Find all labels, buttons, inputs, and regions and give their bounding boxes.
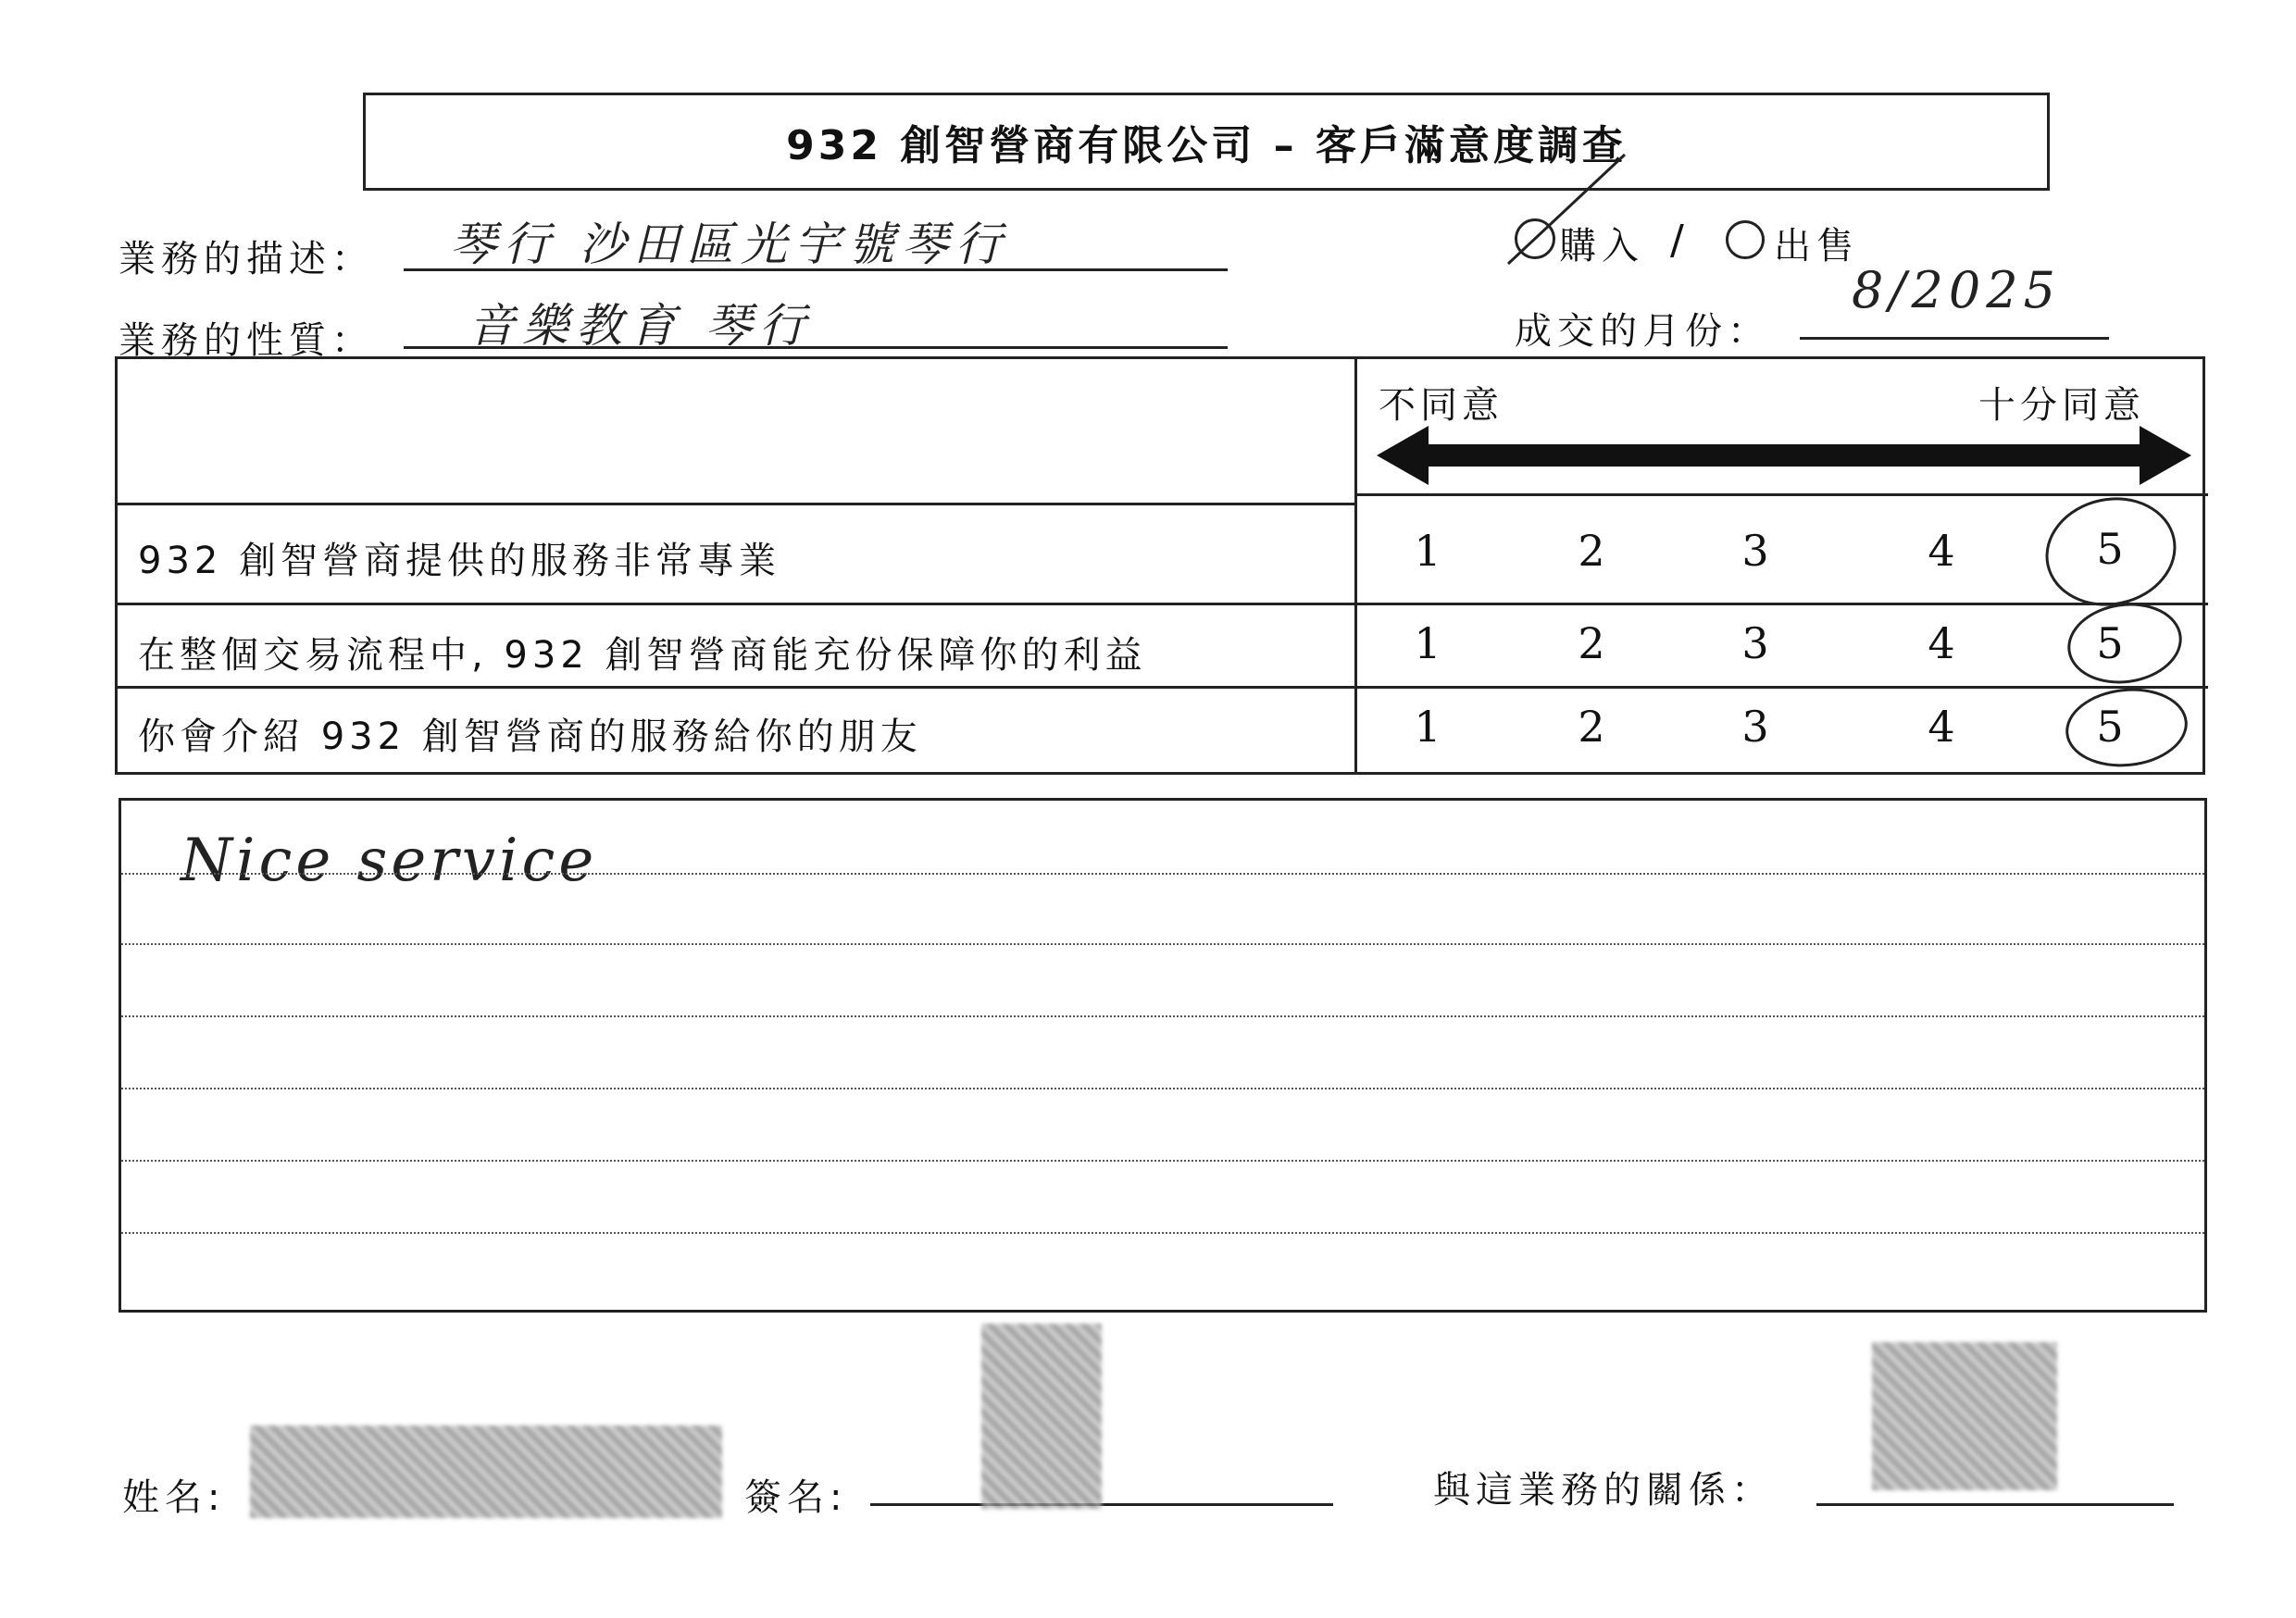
rating-3-option-4[interactable]: 4: [1928, 702, 1955, 752]
rating-3-option-2[interactable]: 2: [1578, 702, 1605, 752]
name-field[interactable]: [250, 1416, 722, 1518]
rating-1-option-1[interactable]: 1: [1414, 526, 1441, 576]
rating-1-selected-circle: [2035, 486, 2186, 618]
relationship-field[interactable]: [1816, 1453, 2174, 1506]
rating-table: [115, 356, 2205, 775]
rating-2-option-3[interactable]: 3: [1741, 618, 1769, 668]
question-1: 932 創智營商提供的服務非常專業: [138, 540, 781, 582]
comments-text: Nice service: [181, 827, 598, 895]
business-description-field[interactable]: [404, 215, 1228, 271]
sell-radio[interactable]: [1726, 220, 1765, 259]
relationship-label: 與這業務的關係：: [1433, 1469, 1774, 1512]
name-redaction: [250, 1425, 722, 1518]
deal-month-label: 成交的月份：: [1515, 310, 1770, 353]
relationship-redaction: [1872, 1342, 2057, 1490]
rating-3-option-3[interactable]: 3: [1741, 702, 1769, 752]
signature-label: 簽名:: [744, 1476, 848, 1519]
rating-2-option-5[interactable]: 5: [2096, 618, 2124, 668]
scale-right-label: 十分同意: [1978, 384, 2145, 427]
rating-3-option-5[interactable]: 5: [2096, 702, 2124, 752]
buy-radio[interactable]: [1515, 218, 1555, 259]
signature-field[interactable]: [870, 1453, 1333, 1506]
form-title: 932 創智營商有限公司 – 客戶滿意度調查: [363, 93, 2050, 191]
deal-month-field[interactable]: [1800, 261, 2109, 340]
question-2: 在整個交易流程中, 932 創智營商能充份保障你的利益: [138, 634, 1147, 677]
buy-label: 購入: [1559, 225, 1644, 268]
double-arrow-icon: [1377, 426, 2191, 485]
name-label: 姓名:: [122, 1476, 226, 1519]
sell-label: 出售: [1774, 225, 1859, 268]
rating-3-option-1[interactable]: 1: [1414, 702, 1441, 752]
rating-2-option-2[interactable]: 2: [1578, 618, 1605, 668]
rating-1-option-3[interactable]: 3: [1741, 526, 1769, 576]
business-nature-field[interactable]: [404, 292, 1228, 353]
business-description-value: 琴行 沙田區光宇號琴行: [450, 218, 1009, 271]
deal-month-value: 8/2025: [1852, 261, 2061, 319]
rating-2-option-4[interactable]: 4: [1928, 618, 1955, 668]
scale-left-label: 不同意: [1379, 384, 1504, 427]
buy-sell-separator: /: [1670, 217, 1690, 264]
rating-1-option-4[interactable]: 4: [1928, 526, 1955, 576]
rating-2-option-1[interactable]: 1: [1414, 618, 1441, 668]
rating-1-option-2[interactable]: 2: [1578, 526, 1605, 576]
business-nature-label: 業務的性質：: [119, 319, 374, 362]
rating-3-selected-circle: [2062, 682, 2191, 772]
comments-box[interactable]: [119, 798, 2207, 1313]
business-description-label: 業務的描述：: [119, 238, 374, 280]
signature-redaction: [981, 1324, 1102, 1509]
question-3: 你會介紹 932 創智營商的服務給你的朋友: [138, 716, 922, 758]
business-nature-value: 音樂教育 琴行: [468, 299, 813, 353]
rating-2-selected-circle: [2063, 596, 2188, 691]
rating-1-option-5[interactable]: 5: [2096, 524, 2124, 574]
